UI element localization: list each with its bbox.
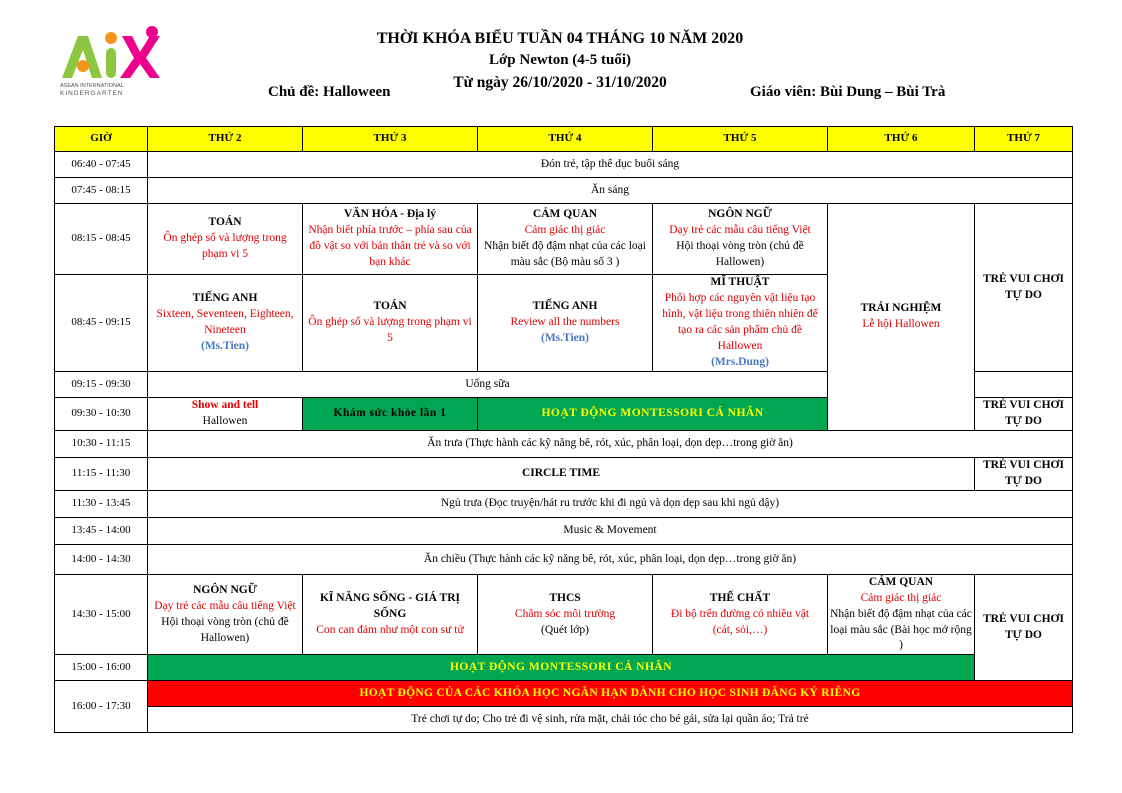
free-play-cell: TRẺ VUI CHƠI TỰ DO	[975, 204, 1073, 372]
time-cell: 06:40 - 07:45	[55, 152, 148, 178]
lesson-title: TRẢI NGHIỆM	[860, 302, 942, 315]
lesson-cell	[478, 275, 653, 372]
teacher-name: (Ms.Tien)	[200, 339, 250, 352]
time-cell: 14:30 - 15:00	[55, 575, 148, 655]
activity-cell: Ăn chiều (Thực hành các kỹ năng bê, rót, xúc, phân loại, dọn dẹp…trong giờ ăn)	[148, 545, 1073, 575]
time-cell: 13:45 - 14:00	[55, 518, 148, 545]
activity-cell: Ăn trưa (Thực hành các kỹ năng bê, rót, xúc, phân loại, dọn dẹp…trong giờ ăn)	[148, 431, 1073, 458]
short-course-cell: HOẠT ĐỘNG CỦA CÁC KHÓA HỌC NGẮN HẠN DÀNH CHO HỌC SINH ĐĂNG KÝ RIÊNG	[148, 681, 1073, 707]
time-cell: 07:45 - 08:15	[55, 178, 148, 204]
lesson-cell	[148, 398, 303, 431]
table-row	[55, 518, 1073, 545]
empty-cell	[975, 372, 1073, 398]
lesson-title: TIẾNG ANH	[532, 300, 598, 313]
lesson-desc: Cảm giác thị giác	[860, 591, 942, 604]
time-cell: 08:45 - 09:15	[55, 275, 148, 372]
circle-time-cell: CIRCLE TIME	[148, 458, 975, 491]
logo-subtitle-2: KINDERGARTEN	[60, 90, 124, 97]
lesson-cell	[478, 575, 653, 655]
table-row	[55, 204, 1073, 275]
time-cell: 15:00 - 16:00	[55, 655, 148, 681]
experience-cell	[828, 204, 975, 431]
lesson-detail: (Quét lớp)	[541, 623, 589, 636]
lesson-cell	[653, 575, 828, 655]
lesson-title: CẢM QUAN	[868, 576, 934, 588]
lesson-title: THCS	[549, 591, 581, 604]
col-header-thu: THỨ 5	[653, 127, 828, 152]
lesson-desc: Sixteen, Seventeen, Eighteen, Nineteen	[156, 308, 294, 336]
lesson-title: NGÔN NGỮ	[193, 583, 257, 596]
table-row	[55, 681, 1073, 707]
lesson-desc: Đi bộ trên đường có nhiều vật	[670, 607, 810, 620]
col-header-sat: THỨ 7	[975, 127, 1073, 152]
montessori-cell: HOẠT ĐỘNG MONTESSORI CÁ NHÂN	[148, 655, 975, 681]
activity-cell: Uống sữa	[148, 372, 828, 398]
free-play-cell: TRẺ VUI CHƠI TỰ DO	[975, 458, 1073, 491]
lesson-title: Show and tell	[191, 399, 259, 412]
lesson-cell	[148, 275, 303, 372]
col-header-time: GIỜ	[55, 127, 148, 152]
lesson-desc: Chăm sóc môi trường	[514, 607, 616, 620]
table-row	[55, 545, 1073, 575]
activity-cell: Đón trẻ, tập thể dục buổi sáng	[148, 152, 1073, 178]
table-row	[55, 707, 1073, 733]
lesson-desc: Con can đảm như một con sư tử	[316, 623, 464, 636]
lesson-title: TIẾNG ANH	[192, 292, 258, 305]
lesson-cell	[653, 275, 828, 372]
date-range: Từ ngày 26/10/2020 - 31/10/2020	[453, 74, 667, 91]
lesson-cell	[653, 204, 828, 275]
table-row	[55, 178, 1073, 204]
lesson-desc: Lễ hội Hallowen	[862, 318, 940, 330]
col-header-mon: THỨ 2	[148, 127, 303, 152]
lesson-title: THỂ CHẤT	[709, 591, 771, 604]
table-row	[55, 152, 1073, 178]
lesson-desc: Dạy trẻ các mẫu câu tiếng Việt	[669, 224, 811, 237]
timetable	[54, 126, 1073, 733]
time-cell: 08:15 - 08:45	[55, 204, 148, 275]
lesson-title: MĨ THUẬT	[710, 276, 770, 289]
table-row	[55, 431, 1073, 458]
lesson-desc: Review all the numbers	[510, 316, 620, 329]
time-cell: 11:30 - 13:45	[55, 491, 148, 518]
lesson-detail: Nhận biết độ đậm nhạt của các loại màu sắc (Bộ màu số 3 )	[484, 240, 646, 268]
lesson-detail: Hội thoại vòng tròn (chủ đề Hallowen)	[676, 240, 804, 268]
time-cell: 09:30 - 10:30	[55, 398, 148, 431]
free-play-cell: TRẺ VUI CHƠI TỰ DO	[975, 398, 1073, 431]
health-check-cell: Khám sức khỏe lần 1	[303, 398, 478, 431]
activity-cell: Ngủ trưa (Đọc truyện/hát ru trước khi đi ngủ và dọn dẹp sau khi ngủ dậy)	[148, 491, 1073, 518]
lesson-desc: Phối hợp các nguyên vật liệu tạo hình, vật liệu trong thiên nhiên để tạo ra các sản phẩm chủ đề Hallowen	[662, 292, 818, 352]
lesson-desc: Dạy trẻ các mẫu câu tiếng Việt	[154, 599, 296, 612]
lesson-cell	[303, 575, 478, 655]
lesson-cell	[148, 204, 303, 275]
montessori-cell: HOẠT ĐỘNG MONTESSORI CÁ NHÂN	[478, 398, 828, 431]
class-name: Lớp Newton (4-5 tuổi)	[488, 52, 632, 68]
lesson-desc: Nhận biết phía trước – phía sau của đồ vật so với bản thân trẻ và so với bạn khác	[308, 224, 472, 268]
schedule-title: THỜI KHÓA BIỂU TUẦN 04 THÁNG 10 NĂM 2020	[376, 30, 744, 47]
logo-subtitle-1: ASEAN INTERNATIONAL	[60, 83, 124, 89]
activity-cell: Trẻ chơi tự do; Cho trẻ đi vệ sinh, rửa mặt, chải tóc cho bé gái, sửa lại quần áo; Trả trẻ	[148, 707, 1073, 733]
school-logo	[56, 24, 166, 100]
lesson-detail: Nhận biết độ đậm nhạt của các loại màu sắc (Bài học mở rộng )	[830, 607, 972, 652]
lesson-title: NGÔN NGỮ	[708, 208, 772, 221]
lesson-desc: Cảm giác thị giác	[524, 224, 606, 237]
time-cell: 16:00 - 17:30	[55, 681, 148, 733]
lesson-desc: Hallowen	[202, 415, 248, 427]
lesson-cell	[303, 204, 478, 275]
lesson-title: KĨ NĂNG SỐNG - GIÁ TRỊ SỐNG	[319, 591, 461, 620]
lesson-detail: (cát, sỏi,…)	[712, 623, 768, 636]
teacher-label: Giáo viên: Bùi Dung – Bùi Trà	[750, 84, 946, 100]
lesson-title: TOÁN	[373, 300, 407, 313]
col-header-tue: THỨ 3	[303, 127, 478, 152]
col-header-wed: THỨ 4	[478, 127, 653, 152]
time-cell: 09:15 - 09:30	[55, 372, 148, 398]
activity-cell: Ăn sáng	[148, 178, 1073, 204]
time-cell: 10:30 - 11:15	[55, 431, 148, 458]
lesson-title: CẢM QUAN	[532, 208, 598, 221]
time-cell: 11:15 - 11:30	[55, 458, 148, 491]
time-cell: 14:00 - 14:30	[55, 545, 148, 575]
lesson-cell	[828, 575, 975, 655]
col-header-fri: THỨ 6	[828, 127, 975, 152]
theme-label: Chủ đề: Halloween	[268, 84, 391, 100]
lesson-cell	[148, 575, 303, 655]
lesson-desc: Ôn ghép số và lượng trong phạm vi 5	[163, 232, 287, 260]
lesson-desc: Ôn ghép số và lượng trong phạm vi 5	[308, 316, 472, 344]
lesson-cell	[478, 204, 653, 275]
header-row	[55, 127, 1073, 152]
lesson-title: TOÁN	[208, 216, 242, 229]
activity-cell: Music & Movement	[148, 518, 1073, 545]
table-row	[55, 458, 1073, 491]
teacher-name: (Mrs.Dung)	[711, 355, 769, 368]
lesson-detail: Hội thoại vòng tròn (chủ đề Hallowen)	[161, 615, 289, 644]
table-row	[55, 575, 1073, 655]
free-play-cell: TRẺ VUI CHƠI TỰ DO	[975, 575, 1073, 681]
lesson-title: VĂN HÓA - Địa lý	[344, 208, 436, 221]
table-row	[55, 655, 1073, 681]
teacher-name: (Ms.Tien)	[540, 331, 590, 344]
table-row	[55, 491, 1073, 518]
lesson-cell	[303, 275, 478, 372]
